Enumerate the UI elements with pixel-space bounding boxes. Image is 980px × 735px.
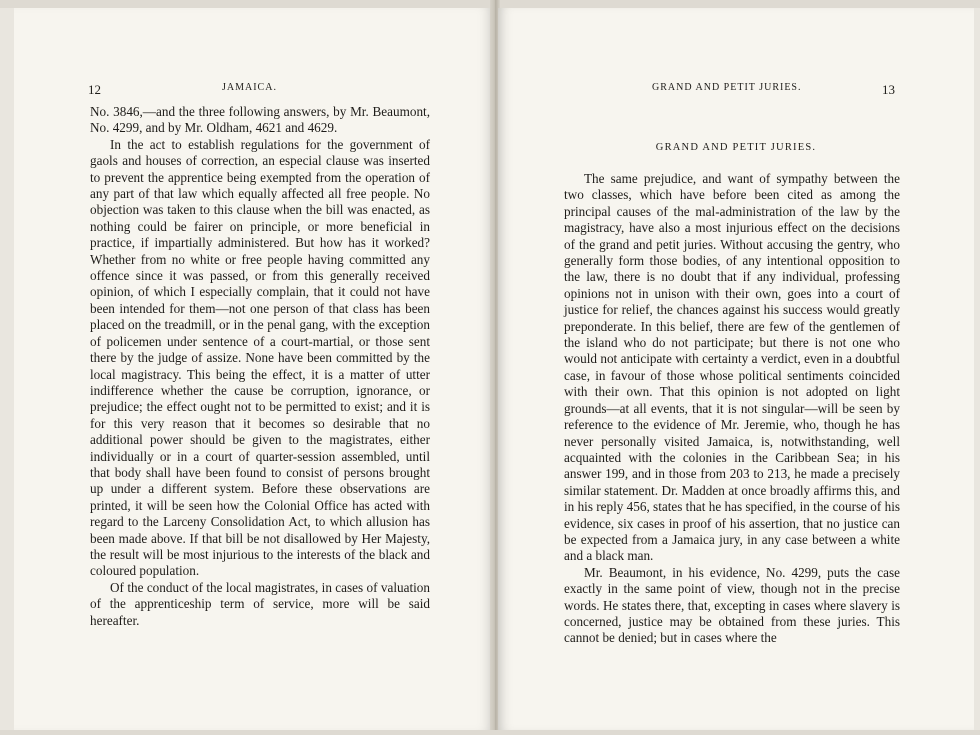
body-text — [564, 171, 900, 647]
paragraph: No. 3846,—and the three following answers, by Mr. Beaumont, No. 4299, and by Mr. Oldham, 4621 and 4629. — [90, 104, 430, 136]
paragraph: Mr. Beaumont, in his evidence, No. 4299, puts the case exactly in the same point of view, though not in the precise words. He states there, that, excepting in cases where slavery is concerned, justice may be obtained from these juries. This cannot be denied; but in cases where the — [564, 564, 900, 646]
running-head: GRAND AND PETIT JURIES. — [652, 82, 802, 93]
page-number: 12 — [88, 82, 101, 97]
left-page — [14, 8, 492, 730]
paragraph: The same prejudice, and want of sympathy between the two classes, which have before been cited as among the principal causes of the mal-administration of the law by the magistracy, have also a most injurious effect on the decisions of the grand and petit juries. Without accusing the gentry, who generally form those bodies, of any intentional opposition to the law, there is no doubt that if any individual, professing opinions not in unison with their own, goes into a court of justice for relief, the chances against his success would greatly preponderate. In this belief, there are few of the gentlemen of the island who do not participate; but there is not one who would not anticipate with certainty a verdict, even in a doubtful case, in favour of those whose political sentiments coincided with their own. That this opinion is not adopted on light grounds—at all events, that it is not singular—will be seen by reference to the evidence of Mr. Jeremie, who, though he has never personally visited Jamaica, is, notwithstanding, well acquainted with the colonies in the Caribbean Sea; in his answer 199, and in those from 203 to 213, he made a precisely similar statement. Dr. Madden at once broadly affirms this, and in his reply 456, states that he has specified, in the course of his evidence, six cases in proof of his assertion, that no justice can be expected from a Jamaica jury, in any case between a white and a black man. — [564, 171, 900, 564]
body-text — [90, 104, 430, 629]
right-page — [498, 8, 974, 730]
page-number: 13 — [882, 82, 895, 97]
paragraph: In the act to establish regulations for the government of gaols and houses of correction, an especial clause was inserted to prevent the apprentice being exempted from the operation of any part of that law which equally affected all free people. No objection was taken to this clause when the bill was enacted, as nothing could be fairer on principle, or more beneficial in practice, if impartially administered. But how has it worked? Whether from no white or free people having committed any offence since it was passed, or from this generally received opinion, of which I especially complain, that it could not have been intended for them—not one person of that class has been placed on the treadmill, or in the penal gang, with the exception of policemen under sentence of a court-martial, or those sent there by the judge of assize. None have been committed by the local magistracy. This being the effect, it is a matter of utter indifference whether the cause be corruption, ignorance, or prejudice; the effect ought not to be permitted to exist; and it is for this very reason that it becomes so desirable that no additional power should be given to the magistrates, either individually or in a court of quarter-session assembled, until that body shall have been found to consist of persons brought up under a different system. Before these observations are printed, it will be seen how the Colonial Office has acted with regard to the Larceny Consolidation Act, to which allusion has been made above. If that bill be not disallowed by Her Majesty, the result will be most injurious to the interests of the black and coloured population. — [90, 136, 430, 579]
running-head: JAMAICA. — [222, 82, 277, 93]
section-title: GRAND AND PETIT JURIES. — [655, 142, 817, 153]
bottom-edge — [0, 730, 980, 735]
paragraph: Of the conduct of the local magistrates, in cases of valuation of the apprenticeship term of service, more will be said hereafter. — [90, 579, 430, 628]
